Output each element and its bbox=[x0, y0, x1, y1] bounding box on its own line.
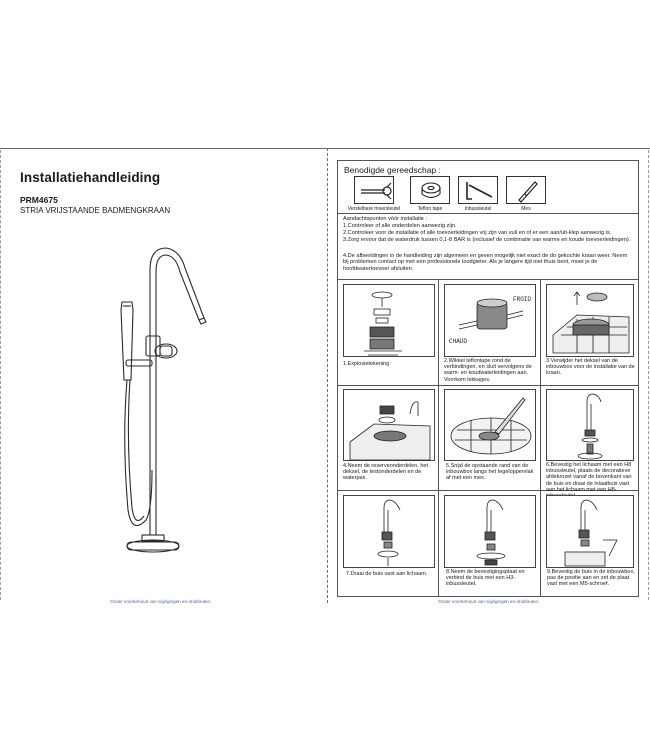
note-2: 2.Controleer voor de installatie of alle toevoerleidingen vrij zijn van vuil en of er een aan/uit-klep aanwezig is. bbox=[343, 230, 612, 236]
tool-box-knife bbox=[506, 176, 546, 204]
tool-label-knife: Mes bbox=[521, 206, 531, 212]
tool-box-hexkey bbox=[458, 176, 498, 204]
product-name: STRIA VRIJSTAANDE BADMENGKRAAN bbox=[20, 206, 171, 215]
tool-box-teflon bbox=[410, 176, 450, 204]
step-5-text: 5.Snijd de opstaande rand van de inbouwbox langs het tegeloppervlak af met een mes. bbox=[446, 463, 534, 482]
fix-pipe-in-box-icon bbox=[547, 496, 635, 569]
page-divider bbox=[327, 148, 328, 603]
cold-label: FROID bbox=[513, 296, 532, 303]
note-3: 3.Zorg ervoor dat de waterdruk tussen 0,1-8 BAR is (inclusief de combinatie van warme en koude toevoerleidingen). bbox=[343, 237, 631, 243]
attach-body-icon bbox=[547, 390, 635, 462]
product-code: PRM4675 bbox=[20, 195, 58, 205]
step-6-text: 6.Bevestig het lichaam met een H8 inbussleutel, plaats de decoratieve afdekrozet vanaf de bovenkant van de buis en draai de inlaatbuis vast aan het lichaam met een H8- bbox=[546, 462, 632, 493]
wrench-icon bbox=[355, 177, 395, 205]
step-8-text: 8.Neem de bevestigingsplaat en verbind de buis met een H3-inbussleutel. bbox=[446, 569, 525, 588]
hot-label: CHAUD bbox=[449, 338, 468, 345]
right-page-footer: Onder voorbehoud van wijzigingen en drukfouten. bbox=[438, 599, 540, 604]
left-page-edge bbox=[0, 150, 1, 600]
notes-heading: Aandachtspunten vóór installatie : bbox=[343, 216, 427, 222]
tool-box-wrench bbox=[354, 176, 394, 204]
exploded-view-icon bbox=[344, 285, 436, 358]
grid-col-2 bbox=[540, 279, 541, 597]
step-7-image bbox=[343, 495, 435, 568]
spare-parts-icon bbox=[344, 390, 436, 462]
mounting-plate-icon bbox=[445, 496, 537, 569]
grid-row-1 bbox=[337, 385, 639, 386]
tools-separator bbox=[337, 213, 639, 214]
step-9-image bbox=[546, 495, 634, 568]
step-8-image bbox=[444, 495, 536, 568]
page-top-border bbox=[0, 148, 650, 149]
knife-icon bbox=[507, 177, 547, 205]
step-3-image bbox=[546, 284, 634, 357]
step-2-text: 2.Wikkel teflontape rond de verbindingen, en sluit vervolgens de warm- en koudwaterleidingen aan. Voorkom lekkages. bbox=[444, 358, 532, 383]
tool-label-hexkey: Inbussleutel bbox=[464, 206, 492, 212]
note-4: 4.De afbeeldingen in de handleiding zijn algemeen en geven mogelijk niet exact de do gekochte kraan weer. Neem bij problemen contact op met een professionele loodgieter. Als je langere tijd niet thuis bent, moet je de hoofdwatertoevoer afsluiten. bbox=[343, 253, 628, 272]
step-7-text: 7.Draai de buis vast aan lichaam. bbox=[346, 571, 428, 577]
step-1-text: 1.Explosietekening bbox=[343, 361, 390, 367]
manual-title: Installatiehandleiding bbox=[20, 170, 161, 185]
grid-col-1 bbox=[438, 279, 439, 597]
tool-label-teflon: Teflon tape bbox=[417, 206, 443, 212]
step-9-text: 9.Bevestig de buis in de inbouwbox, pas de positie aan en zet de plaat vast met een M5-schroef. bbox=[547, 569, 635, 588]
step-6-image bbox=[546, 389, 634, 461]
step-1-image bbox=[343, 284, 435, 357]
step-2-image bbox=[444, 284, 536, 357]
left-page-footer: Onder voorbehoud van wijzigingen en drukfouten. bbox=[110, 599, 212, 604]
step-4-text: 4.Neem de reserveonderdelen, het deksel, de testonderdelen en de waterpas. bbox=[343, 463, 428, 482]
cut-edge-icon bbox=[445, 390, 537, 462]
hot-cold-connection-icon bbox=[445, 285, 537, 358]
tool-label-wrench: Verstelbare moersleutel bbox=[347, 206, 401, 212]
faucet-illustration bbox=[100, 240, 230, 560]
right-page-edge bbox=[648, 150, 649, 600]
tools-heading: Benodigde gereedschap : bbox=[344, 165, 441, 175]
remove-cover-icon bbox=[547, 285, 635, 358]
step-5-image bbox=[444, 389, 536, 461]
tighten-pipe-icon bbox=[344, 496, 436, 569]
note-1: 1.Controleer of alle onderdelen aanwezig zijn. bbox=[343, 223, 457, 229]
notes-separator bbox=[337, 279, 639, 280]
step-3-text: 3.Verwijder het deksel van de inbouwbox voor de installatie van de kraan. bbox=[546, 358, 635, 377]
teflon-tape-icon bbox=[411, 177, 451, 205]
step-4-image bbox=[343, 389, 435, 461]
hex-key-icon bbox=[459, 177, 499, 205]
